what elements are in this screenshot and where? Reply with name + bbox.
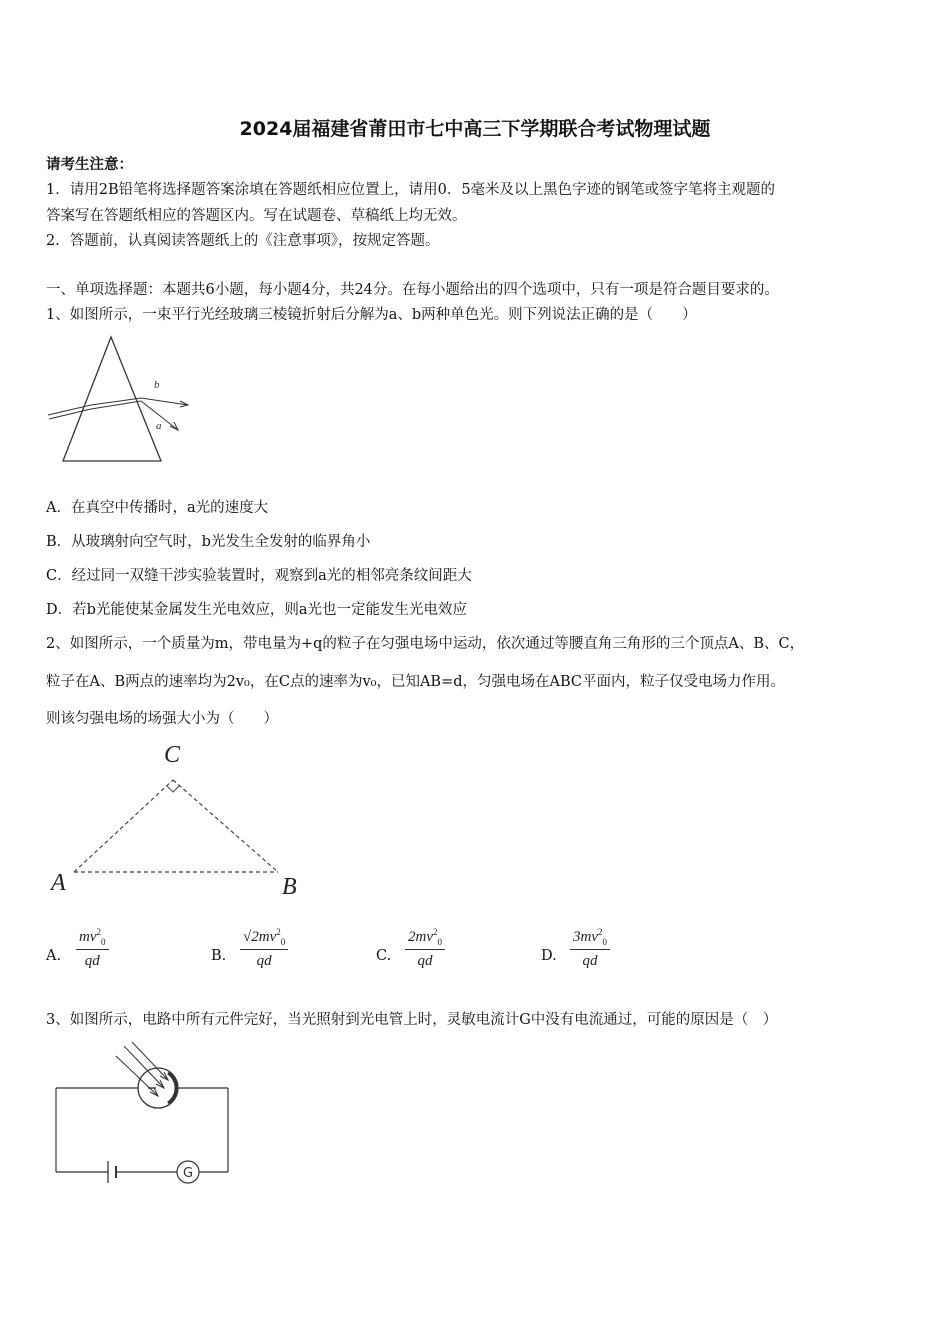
page-title: 2024届福建省莆田市七中高三下学期联合考试物理试题 (239, 118, 711, 140)
photocell-tube (138, 1068, 178, 1108)
coef: 3 (573, 929, 581, 945)
coef: √2 (243, 929, 259, 945)
right-angle-mark (167, 786, 179, 792)
question-1-stem: 1、如图所示，一束平行光经玻璃三棱镜折射后分解为a、b两种单色光。则下列说法正确的是（ ） (46, 307, 697, 323)
question-3-stem: 3、如图所示，电路中所有元件完好，当光照射到光电管上时，灵敏电流计G中没有电流通过，可能的原因是（ ） (46, 1012, 778, 1028)
section-heading: 一、单项选择题：本题共6小题，每小题4分，共24分。在每小题给出的四个选项中，只有一项是符合题目要求的。 (46, 282, 779, 298)
incident-ray-2 (49, 409, 91, 419)
label-c: C (164, 742, 181, 768)
q2-option-b-letter: B. (211, 948, 227, 964)
question-2-line-3: 则该匀强电场的场强大小为（ ） (46, 711, 278, 727)
label-b: b (154, 379, 160, 391)
q1-option-b: B．从玻璃射向空气时，b光发生全发射的临界角小 (46, 534, 371, 550)
q2-option-c-letter: C. (376, 948, 392, 964)
question-2-line-1: 2、如图所示，一个质量为m，带电量为+q的粒子在匀强电场中运动，依次通过等腰直角三角形的三个顶点A、B、C， (46, 636, 805, 652)
coef: 2 (408, 929, 416, 945)
label-a: a (156, 420, 162, 432)
galvanometer-label: G (183, 1166, 194, 1181)
side-ac (74, 780, 173, 872)
notice-line-1: 1．请用2B铅笔将选择题答案涂填在答题纸相应位置上，请用0．5毫米及以上黑色字迹的钢笔或签字笔将主观题的 (46, 182, 776, 198)
label-a: A (51, 870, 66, 896)
question-2-line-2: 粒子在A、B两点的速率均为2v₀，在C点的速率为v₀，已知AB=d，匀强电场在ABC平面内，粒子仅受电场力作用。 (46, 674, 786, 690)
inner-ray-2 (91, 401, 141, 409)
q2-option-d-fraction: $\frac{3mv^2_0}{qd}$ (570, 927, 610, 970)
side-cb (173, 780, 278, 872)
label-b: B (282, 874, 297, 900)
q2-option-d-letter: D. (541, 948, 557, 964)
q1-option-c: C．经过同一双缝干涉实验装置时，观察到a光的相邻亮条纹间距大 (46, 568, 472, 584)
q1-option-a: A．在真空中传播时，a光的速度大 (46, 500, 269, 516)
triangle-abc-figure (46, 738, 316, 903)
inner-ray-1 (91, 398, 141, 405)
photocell-circuit-figure (46, 1040, 246, 1190)
notice-line-2: 答案写在答题纸相应的答题区内。写在试题卷、草稿纸上均无效。 (46, 208, 467, 224)
q2-option-b-fraction: $\frac{√2mv^2_0}{qd}$ (240, 927, 288, 970)
q2-option-c-fraction: $\frac{2mv^2_0}{qd}$ (405, 927, 445, 970)
prism-figure (46, 335, 196, 470)
notice-line-3: 2．答题前，认真阅读答题纸上的《注意事项》，按规定答题。 (46, 233, 440, 249)
q2-option-a-letter: A. (46, 948, 62, 964)
q1-option-d: D．若b光能使某金属发生光电效应，则a光也一定能发生光电效应 (46, 602, 468, 618)
incident-ray-1 (48, 405, 91, 415)
notice-heading: 请考生注意： (46, 156, 133, 173)
q2-option-a-fraction: $\frac{mv^2_0}{qd}$ (76, 927, 109, 970)
